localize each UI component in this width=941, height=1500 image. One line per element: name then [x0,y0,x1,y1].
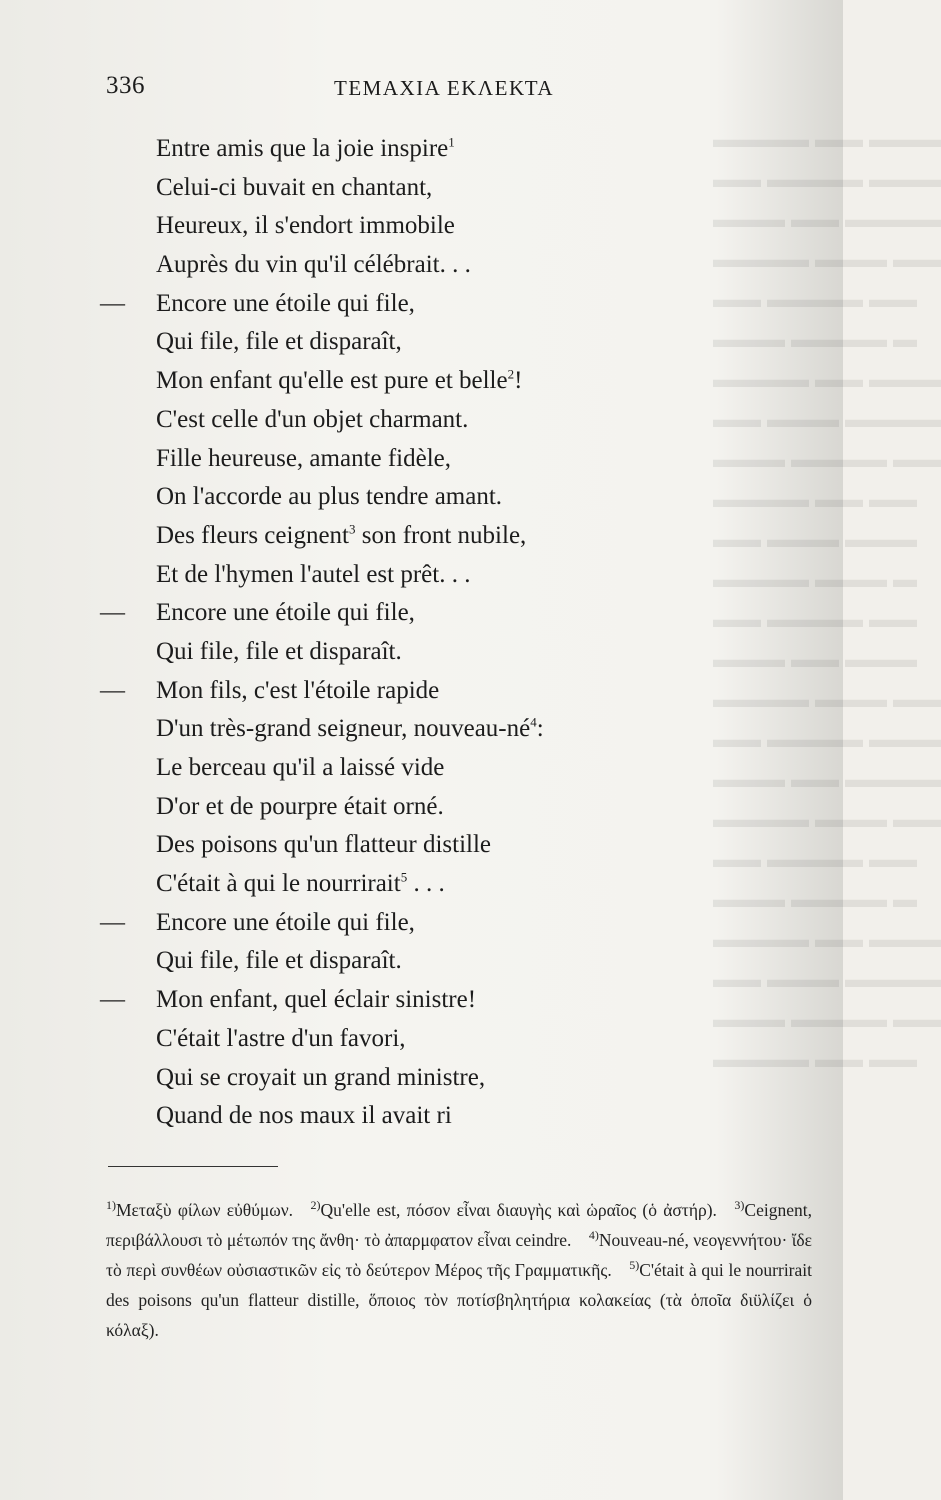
poem-line [100,1059,740,1098]
poem-line [100,401,740,440]
footnote-reference: 4 [530,714,537,730]
line-text [156,246,471,285]
poem-line [100,594,740,633]
line-text-tail: . . . [407,870,445,898]
poem-line [100,1097,740,1136]
footnote-rule [108,1166,278,1167]
line-text [156,517,526,556]
line-text [156,788,444,827]
line-text-main: Encore une étoile qui file, [156,289,415,317]
poem-line [100,981,740,1020]
footnote-reference: 5 [400,869,408,885]
line-text-main: Et de l'hymen l'autel est prêt. . . [156,560,471,588]
line-text-main: Qui file, file et disparaît, [156,328,402,356]
line-text [156,169,432,208]
poem-line [100,749,740,788]
footnote-text: Qu'elle est, πόσον εἶναι διαυγὴς καὶ ὡραῖος (ὁ ἀστήρ). [320,1200,717,1220]
footnote-text: Ceignent, περιβάλλουσι τὸ μέτωπόν της ἄνθη· τὸ ἀπαρμφατον εἶναι ceindre. [106,1200,812,1250]
footnote-reference: 2 [507,366,515,382]
line-text-main: Mon enfant qu'elle est pure et belle [156,367,508,395]
footnote-text: Μεταξὺ φίλων εὐθύμων. [116,1200,294,1220]
line-text-main: Celui-ci buvait en chantant, [156,173,433,201]
footnote [106,1200,293,1220]
poem-line [100,440,740,479]
line-text-main: Mon enfant, quel éclair sinistre! [156,986,477,1014]
line-text-main: D'or et de pourpre était orné. [156,792,444,820]
poem-line [100,633,740,672]
poem-line [100,207,740,246]
line-dash: — [100,908,125,936]
footnote [311,1200,717,1220]
line-dash: — [100,289,125,317]
line-dash: — [100,599,125,627]
line-text [156,478,502,517]
poem-line [100,169,740,208]
line-text-tail: son front nubile, [355,521,527,549]
poem-line [100,1020,740,1059]
line-text [156,942,402,981]
line-text-main: On l'accorde au plus tendre amant. [156,483,503,511]
line-text [156,130,455,169]
line-text [156,401,468,440]
line-text [156,710,544,749]
footnote-marker: 1) [106,1198,116,1213]
footnote-marker: 4) [588,1228,599,1243]
line-text-main: Encore une étoile qui file, [156,599,415,627]
line-text-main: C'était à qui le nourrirait [156,870,401,898]
line-text-main: C'était l'astre d'un favori, [156,1024,406,1052]
line-text-tail: ! [514,367,523,395]
poem-line [100,865,740,904]
poem-line [100,672,740,711]
footnote-reference: 3 [348,521,356,537]
line-dash: — [100,676,125,704]
line-text [156,749,444,788]
line-text [156,594,415,633]
poem-line [100,788,740,827]
footnote-marker: 5) [629,1258,640,1273]
line-text-main: Mon fils, c'est l'étoile rapide [156,676,440,704]
poem-line [100,478,740,517]
line-text [156,362,522,401]
poem-line [100,362,740,401]
line-text [156,865,445,904]
footnote-text: Nouveau-né, νεογεννήτου· ἴδε τὸ περὶ συνθέων οὐσιαστικῶν εἰς τὸ δεύτερον Μέρος τῆς Γραμματικῆς. [106,1230,812,1280]
line-text-main: D'un très-grand seigneur, nouveau-né [156,715,531,743]
poem-line [100,556,740,595]
page-number: 336 [106,72,145,99]
line-text [156,207,455,246]
poem-line [100,517,740,556]
line-text [156,826,491,865]
line-text-main: Heureux, il s'endort immobile [156,212,455,240]
poem-line [100,285,740,324]
poem [100,130,740,1136]
line-text [156,285,415,324]
line-text-main: Des poisons qu'un flatteur distille [156,831,492,859]
line-text-main: Encore une étoile qui file, [156,908,415,936]
line-text-main: Quand de nos maux il avait ri [156,1102,452,1130]
line-text [156,323,402,362]
footnote-reference: 1 [448,134,455,150]
line-text [156,1020,406,1059]
line-text [156,672,439,711]
line-text-main: Qui file, file et disparaît. [156,637,402,665]
footnotes [106,1195,812,1345]
poem-line [100,826,740,865]
poem-line [100,323,740,362]
line-dash: — [100,986,125,1014]
poem-line [100,246,740,285]
line-text-main: Des fleurs ceignent [156,521,349,549]
footnote-marker: 2) [310,1198,321,1213]
line-text [156,440,451,479]
line-text-main: Qui se croyait un grand ministre, [156,1063,486,1091]
line-text-main: Auprès du vin qu'il célébrait. . . [156,251,471,279]
line-text-main: Le berceau qu'il a laissé vide [156,754,445,781]
running-head: ΤΕΜΑΧΙΑ ΕΚΛΕΚΤΑ [334,76,555,100]
line-text [156,1059,485,1098]
line-text [156,556,470,595]
line-text [156,633,402,672]
poem-line [100,710,740,749]
bleed-through-text: ▬▬▬▬ ▬▬ ▬▬▬ ▬▬ ▬▬▬▬ ▬▬▬ ▬▬▬ ▬▬ ▬▬▬▬ ▬▬▬▬ ▬▬▬ ▬▬ ▬▬ ▬▬▬▬ ▬▬ ▬▬▬ ▬▬▬▬ ▬ ▬▬▬▬ ▬▬ ▬▬▬ ▬▬ ▬▬▬ ▬▬▬▬ ▬▬▬ ▬▬▬▬ ▬▬ ▬▬▬▬ ▬▬ ▬▬ ▬▬ ▬▬▬ ▬▬▬ ▬▬▬▬ ▬▬▬ ▬ ▬▬ ▬▬▬▬ ▬▬ ▬▬▬ ▬▬ ▬▬▬ ▬▬▬▬ ▬▬▬ ▬▬ ▬▬ ▬▬▬▬ ▬▬▬ ▬▬▬ ▬▬ ▬▬▬▬ ▬▬▬▬ ▬▬▬ ▬▬ ▬▬ ▬▬▬▬ ▬▬ ▬▬▬ ▬▬▬▬ ▬ ▬▬▬▬ ▬▬ ▬▬▬ ▬▬ ▬▬▬ ▬▬▬▬ ▬▬▬ ▬▬▬▬ ▬▬ ▬▬▬▬ ▬▬ ▬▬ [713,127,941,1073]
poem-line [100,904,740,943]
footnote-marker: 3) [734,1198,745,1213]
line-text-main: C'est celle d'un objet charmant. [156,405,469,433]
footnote-text: C'était à qui le nourrirait des poisons qu'un flatteur distille, ὅποιος τὸν ποτίσβηλητήρια κολακείας (τὰ ὁποῖα διϋλίζει ὁ κόλαξ). [106,1260,812,1340]
line-text [156,981,476,1020]
poem-line [100,130,740,169]
line-text-main: Fille heureuse, amante fidèle, [156,444,452,472]
poem-line [100,942,740,981]
line-text [156,1097,452,1136]
line-text [156,904,415,943]
line-text-main: Entre amis que la joie inspire [156,135,449,162]
line-text-tail: : [536,715,544,743]
line-text-main: Qui file, file et disparaît. [156,947,402,975]
page-header [106,72,606,108]
